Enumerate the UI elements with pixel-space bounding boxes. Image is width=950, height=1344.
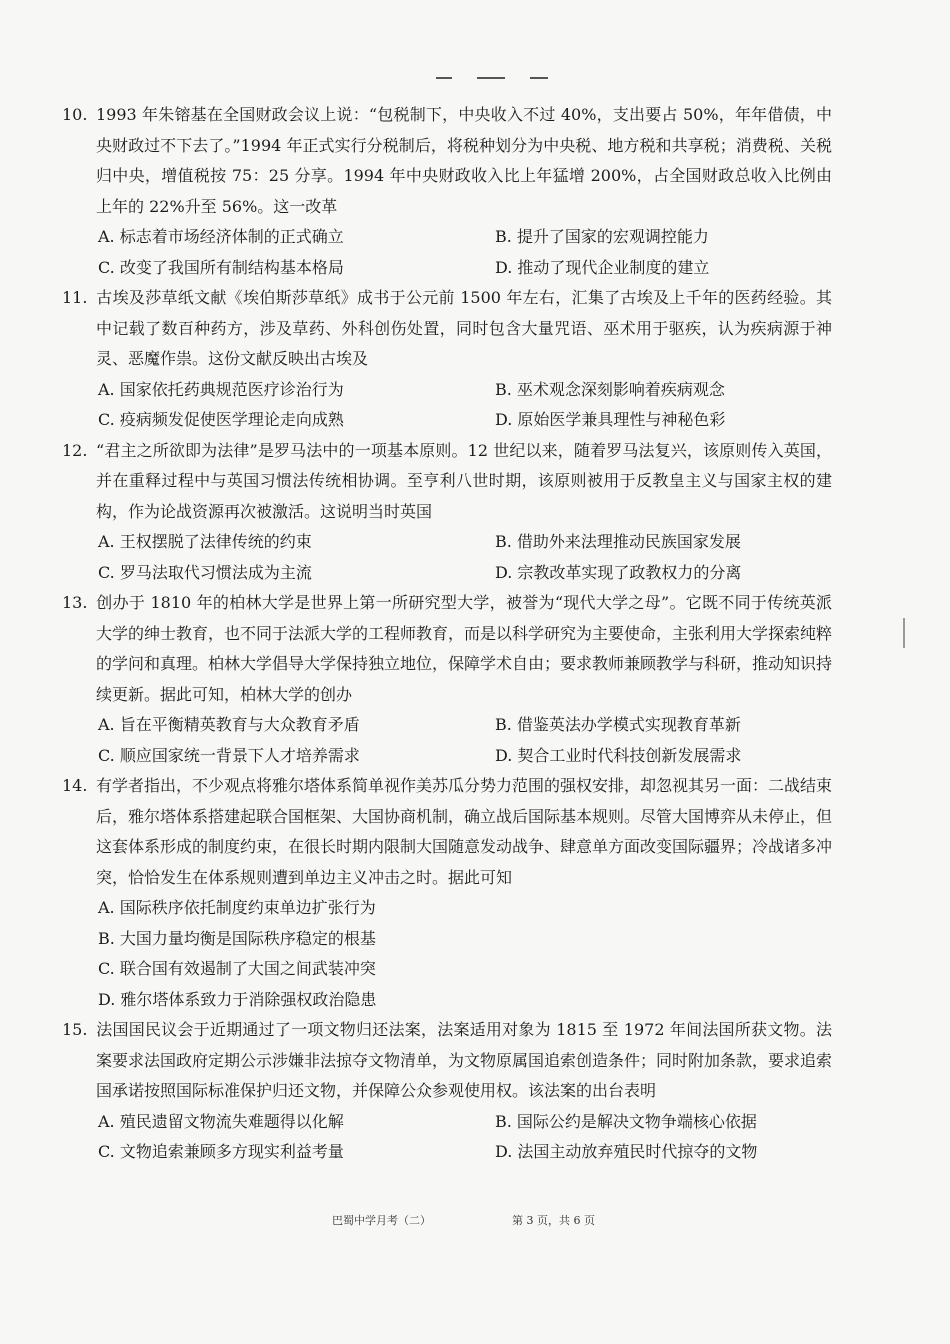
question-number: 11. — [62, 288, 88, 307]
question-number: 10. — [62, 105, 88, 124]
question-stem — [62, 771, 832, 893]
question-11 — [62, 283, 832, 436]
question-14 — [62, 771, 832, 1015]
question-number: 14. — [62, 776, 88, 795]
option-a: A. 旨在平衡精英教育与大众教育矛盾 — [98, 715, 360, 734]
page-number: 第 3 页，共 6 页 — [512, 1214, 595, 1227]
question-stem — [62, 588, 832, 710]
option-c: C. 联合国有效遏制了大国之间武装冲突 — [98, 959, 376, 978]
option-d: D. 法国主动放弃殖民时代掠夺的文物 — [495, 1142, 758, 1161]
top-dash-marks — [436, 76, 548, 80]
option-a: A. 国家依托药典规范医疗诊治行为 — [98, 379, 344, 399]
question-list — [62, 100, 832, 1168]
option-b: B. 提升了国家的宏观调控能力 — [495, 227, 709, 246]
question-13 — [62, 588, 832, 771]
options — [62, 527, 832, 588]
option-b: B. 借鉴英法办学模式实现教育革新 — [495, 715, 741, 734]
margin-mark — [903, 618, 905, 648]
question-number: 15. — [62, 1020, 88, 1039]
options — [62, 710, 832, 771]
option-d: D. 宗教改革实现了政教权力的分离 — [495, 562, 742, 582]
option-d: D. 契合工业时代科技创新发展需求 — [495, 745, 742, 765]
option-c: C. 罗马法取代习惯法成为主流 — [98, 562, 312, 582]
options — [62, 893, 832, 1015]
question-stem — [62, 436, 832, 528]
exam-name: 巴蜀中学月考（二） — [332, 1214, 431, 1227]
question-text: 法国国民议会于近期通过了一项文物归还法案，法案适用对象为 1815 至 1972 年间法国所获文物。法案要求法国政府定期公示涉嫌非法掠夺文物清单，为文物原属国追索创造条件；同时附加条款，要求追索国承诺按照国际标准保护归还文物，并保障公众参观使用权。该法案的出台表明 — [96, 1020, 833, 1100]
question-stem — [62, 100, 832, 222]
options — [62, 1107, 832, 1168]
question-15 — [62, 1015, 832, 1168]
question-stem — [62, 283, 832, 375]
question-12 — [62, 436, 832, 589]
question-stem — [62, 1015, 832, 1107]
option-c: C. 疫病频发促使医学理论走向成熟 — [98, 410, 344, 429]
question-text: 古埃及莎草纸文献《埃伯斯莎草纸》成书于公元前 1500 年左右，汇集了古埃及上千年的医药经验。其中记载了数百种药方，涉及草药、外科创伤处置，同时包含大量咒语、巫术用于驱疾，认为疾病源于神灵、恶魔作祟。这份文献反映出古埃及 — [96, 288, 832, 368]
option-b: B. 巫术观念深刻影响着疾病观念 — [495, 379, 725, 399]
option-b: B. 大国力量均衡是国际秩序稳定的根基 — [98, 928, 376, 948]
question-10 — [62, 100, 832, 283]
option-a: A. 国际秩序依托制度约束单边扩张行为 — [98, 898, 376, 917]
option-c: C. 改变了我国所有制结构基本格局 — [98, 257, 344, 277]
question-number: 12. — [62, 440, 88, 460]
options — [62, 375, 832, 436]
question-text: “君主之所欲即为法律”是罗马法中的一项基本原则。12 世纪以来，随着罗马法复兴，该原则传入英国，并在重释过程中与英国习惯法传统相协调。至亨利八世时期，该原则被用于反教皇主义与国家主权的建构，作为论战资源再次被激活。这说明当时英国 — [96, 440, 832, 521]
option-c: C. 文物追索兼顾多方现实利益考量 — [98, 1142, 344, 1161]
option-d: D. 雅尔塔体系致力于消除强权政治隐患 — [98, 989, 377, 1009]
option-b: B. 国际公约是解决文物争端核心依据 — [495, 1111, 757, 1131]
option-a: A. 殖民遗留文物流失难题得以化解 — [98, 1111, 344, 1131]
question-text: 创办于 1810 年的柏林大学是世界上第一所研究型大学，被誉为“现代大学之母”。它既不同于传统英派大学的绅士教育，也不同于法派大学的工程师教育，而是以科学研究为主要使命，主张利用大学探索纯粹的学问和真理。柏林大学倡导大学保持独立地位，保障学术自由；要求教师兼顾教学与科研，推动知识持续更新。据此可知，柏林大学的创办 — [96, 593, 833, 704]
option-a: A. 标志着市场经济体制的正式确立 — [98, 227, 344, 246]
option-c: C. 顺应国家统一背景下人才培养需求 — [98, 745, 360, 765]
question-text: 有学者指出，不少观点将雅尔塔体系简单视作美苏瓜分势力范围的强权安排，却忽视其另一面：二战结束后，雅尔塔体系搭建起联合国框架、大国协商机制，确立战后国际基本规则。尽管大国博弈从未停止，但这套体系形成的制度约束，在很长时期内限制大国随意发动战争、肆意单方面改变国际疆界；冷战诸多冲突，恰恰发生在体系规则遭到单边主义冲击之时。据此可知 — [96, 776, 833, 887]
option-d: D. 原始医学兼具理性与神秘色彩 — [495, 410, 726, 429]
option-b: B. 借助外来法理推动民族国家发展 — [495, 532, 741, 551]
option-d: D. 推动了现代企业制度的建立 — [495, 257, 710, 277]
question-text: 1993 年朱镕基在全国财政会议上说：“包税制下，中央收入不过 40%，支出要占 50%，年年借债，中央财政过不下去了。”1994 年正式实行分税制后，将税种划分为中央税、地方税和共享税；消费税、关税归中央，增值税按 75：25 分享。1994 年中央财政收入比上年猛增 200%，占全国财政总收入比例由上年的 22%升至 56%。这一改革 — [96, 105, 832, 216]
question-number: 13. — [62, 593, 88, 612]
option-a: A. 王权摆脱了法律传统的约束 — [98, 532, 312, 551]
options — [62, 222, 832, 283]
